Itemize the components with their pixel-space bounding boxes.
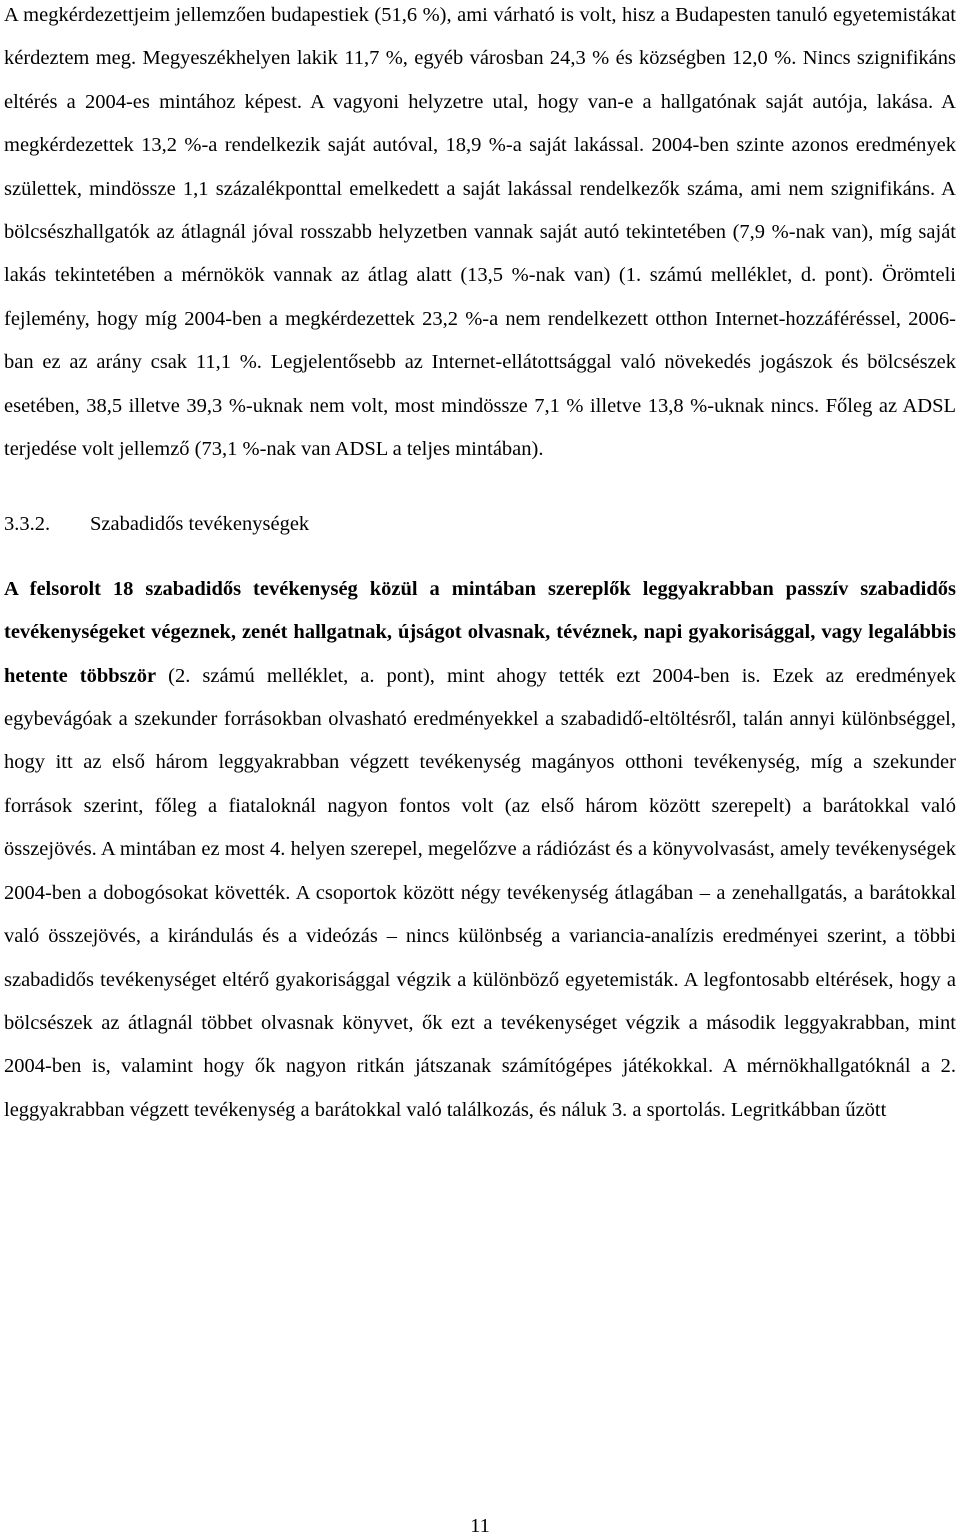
page-number: 11 xyxy=(470,1515,490,1537)
section-heading xyxy=(4,503,956,546)
section-title: Szabadidős tevékenységek xyxy=(90,513,310,536)
body-paragraph: A megkérdezettjeim jellemzően budapestiek (51,6 %), ami várható is volt, hisz a Budapesten tanuló egyetemistákat kérdeztem meg. Megyeszékhelyen lakik 11,7 %, egyéb városban 24,3 % és községben 12,0 %. Nincs szignifikáns eltérés a 2004-es mintához képest. A vagyoni helyzetre utal, hogy van-e a hallgatónak saját autója, lakása. A megkérdezettek 13,2 %-a rendelkezik saját autóval, 18,9 %-a saját lakással. 2004-ben szinte azonos eredmények születtek, mindössze 1,1 százalékponttal emelkedett a saját lakással rendelkezők száma, ami nem szignifikáns. A bölcsészhallgatók az átlagnál jóval rosszabb helyzetben vannak saját autó tekintetében (7,9 %-nak van), míg saját lakás tekintetében a mérnökök vannak az átlag alatt (13,5 %-nak van) (1. számú melléklet, d. pont). Örömteli fejlemény, hogy míg 2004-ben a megkérdezettek 23,2 %-a nem rendelkezett otthon Internet-hozzáféréssel, 2006-ban ez az arány csak 11,1 %. Legjelentősebb az Internet-ellátottsággal való növekedés jogászok és bölcsészek esetében, 38,5 illetve 39,3 %-uknak nem volt, most mindössze 7,1 % illetve 13,8 %-uknak nincs. Főleg az ADSL terjedése volt jellemző (73,1 %-nak van ADSL a teljes mintában). xyxy=(4,4,956,461)
paragraph-text: (2. számú melléklet, a. pont), mint ahogy tették ezt 2004-ben is. Ezek az eredmények egybevágóak a szekunder forrásokban olvasható eredményekkel a szabadidő-eltöltésről, talán annyi különbséggel, hogy itt az első három leggyakrabban végzett tevékenység magányos otthoni tevékenység, míg a szekunder források szerint, főleg a fiataloknál nagyon fontos volt (az első három között szerepelt) a barátokkal való összejövés. A mintában ez most 4. helyen szerepel, megelőzve a rádiózást és a könyvolvasást, amely tevékenységek 2004-ben a dobogósokat követték. A csoportok között négy tevékenység átlagában – a zenehallgatás, a barátokkal való összejövés, a kirándulás és a videózás – nincs különbség a variancia-analízis eredményei szerint, a többi szabadidős tevékenységet eltérő gyakorisággal végzik a különböző egyetemisták. A legfontosabb eltérések, hogy a bölcsészek az átlagnál többet olvasnak könyvet, ők ezt a tevékenységet végzik a második leggyakrabban, mint 2004-ben is, valamint hogy ők nagyon ritkán játszanak számítógépes játékokkal. A mérnökhallgatóknál a 2. leggyakrabban végzett tevékenység a barátokkal való találkozás, és náluk 3. a sportolás. Legritkábban űzött xyxy=(4,664,956,1121)
body-paragraph xyxy=(4,568,956,1132)
document-page xyxy=(4,0,956,1132)
section-number: 3.3.2. xyxy=(4,513,51,536)
bold-lead-text: A felsorolt 18 szabadidős tevékenység közül a mintában szereplők leggyakrabban passzív szabadidős tevékenységeket végeznek, zenét hallgatnak, újságot olvasnak, tévéznek, napi gyakorisággal, vagy legalábbis hetente többször xyxy=(4,577,956,687)
